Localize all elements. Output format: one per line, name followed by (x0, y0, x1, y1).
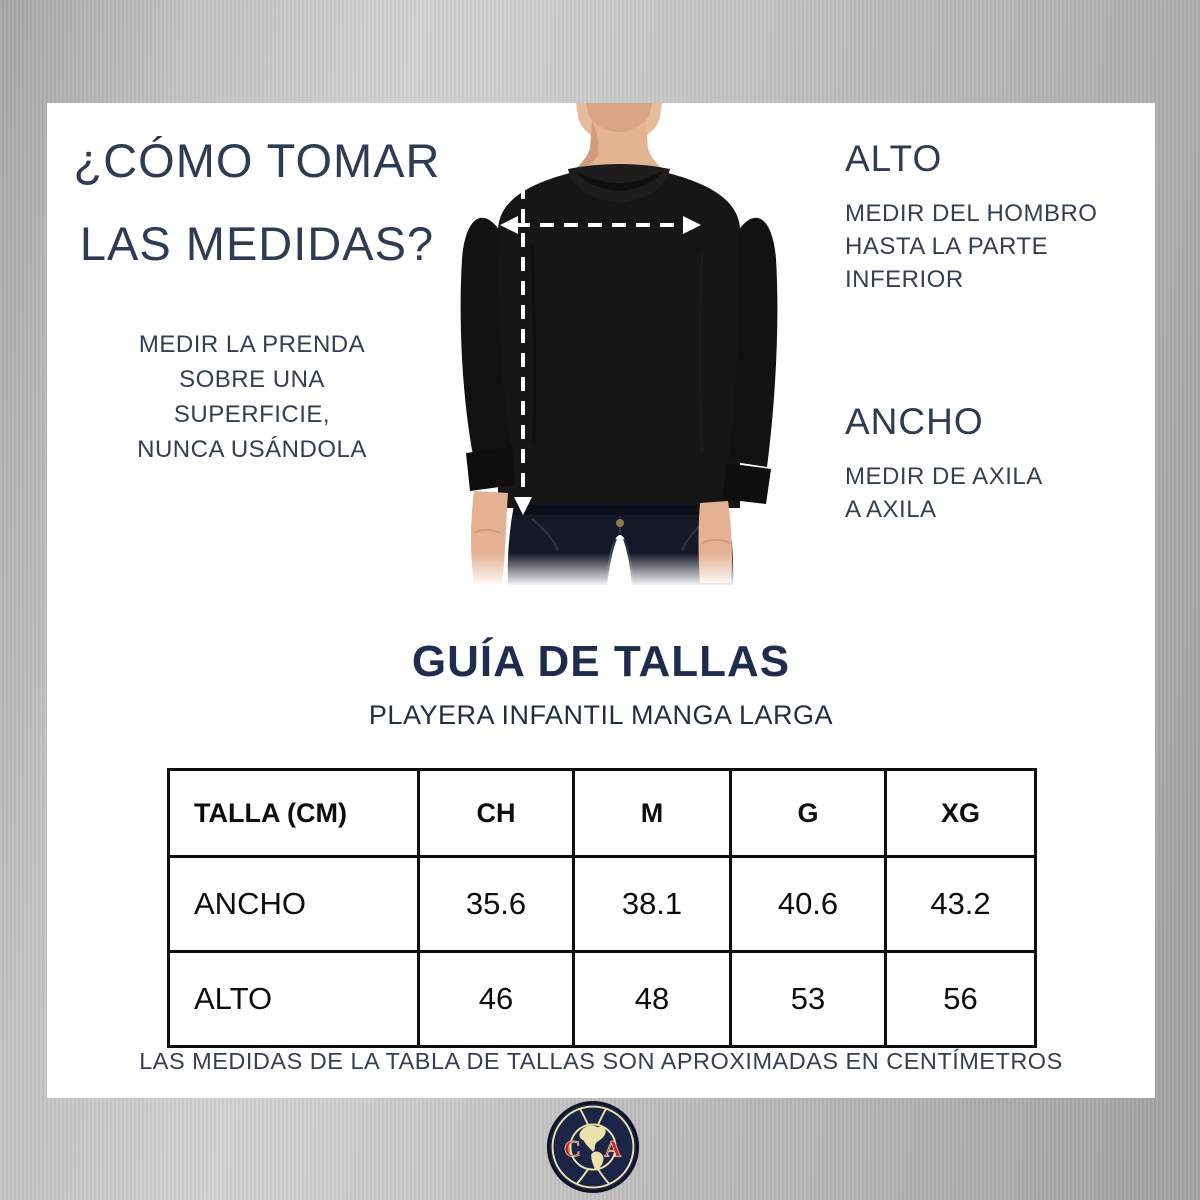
size-table-row-label: ANCHO (169, 857, 419, 952)
size-guide-title: GUÍA DE TALLAS (411, 637, 791, 686)
crest-letter-a: A (604, 1136, 622, 1163)
size-table-cell: 56 (886, 952, 1036, 1047)
size-table-cell: 38.1 (574, 857, 731, 952)
club-america-crest-icon (546, 1100, 640, 1194)
how-to-heading-line2: LAS MEDIDAS? (79, 217, 435, 270)
size-table-cell: 53 (731, 952, 886, 1047)
how-to-body-line: NUNCA USÁNDOLA (137, 436, 367, 463)
size-table-cell: 46 (419, 952, 574, 1047)
model-photo (440, 103, 795, 585)
size-table (167, 768, 1037, 1048)
size-guide-subtitle: PLAYERA INFANTIL MANGA LARGA (368, 700, 834, 730)
alto-line: INFERIOR (845, 266, 964, 293)
ancho-legend (845, 401, 1145, 526)
ancho-title: ANCHO (845, 401, 984, 442)
size-guide-note: LAS MEDIDAS DE LA TABLA DE TALLAS SON APROXIMADAS EN CENTÍMETROS (139, 1048, 1063, 1074)
alto-line: MEDIR DEL HOMBRO (845, 200, 1098, 227)
size-table-header-cell: G (731, 770, 886, 857)
crest-svg (546, 1100, 640, 1194)
size-table-row-label: ALTO (169, 952, 419, 1047)
model-shirt (461, 164, 778, 508)
size-table-row-ancho (169, 857, 1036, 952)
alto-legend (845, 138, 1145, 296)
how-to-body-line: SOBRE UNA (179, 366, 325, 393)
ancho-line: A AXILA (845, 496, 937, 523)
size-table-header-cell: M (574, 770, 731, 857)
how-to-body (92, 327, 412, 467)
how-to-body-line: MEDIR LA PRENDA (138, 331, 366, 358)
size-table-cell: 43.2 (886, 857, 1036, 952)
size-table-header-cell: CH (419, 770, 574, 857)
model-photo-svg (440, 103, 795, 585)
size-table-header-row (169, 770, 1036, 857)
how-to-body-line: SUPERFICIE, (173, 401, 331, 428)
ancho-line: MEDIR DE AXILA (845, 463, 1043, 490)
size-table-cell: 48 (574, 952, 731, 1047)
how-to-heading-line1: ¿CÓMO TOMAR (73, 134, 441, 187)
card (47, 103, 1155, 1098)
size-table-header-cell: TALLA (CM) (169, 770, 419, 857)
size-table-cell: 35.6 (419, 857, 574, 952)
size-table-cell: 40.6 (731, 857, 886, 952)
alto-title: ALTO (845, 138, 943, 179)
size-table-header-cell: XG (886, 770, 1036, 857)
crest-letter-c: C (563, 1136, 581, 1163)
size-table-row-alto (169, 952, 1036, 1047)
alto-line: HASTA LA PARTE (845, 233, 1049, 260)
